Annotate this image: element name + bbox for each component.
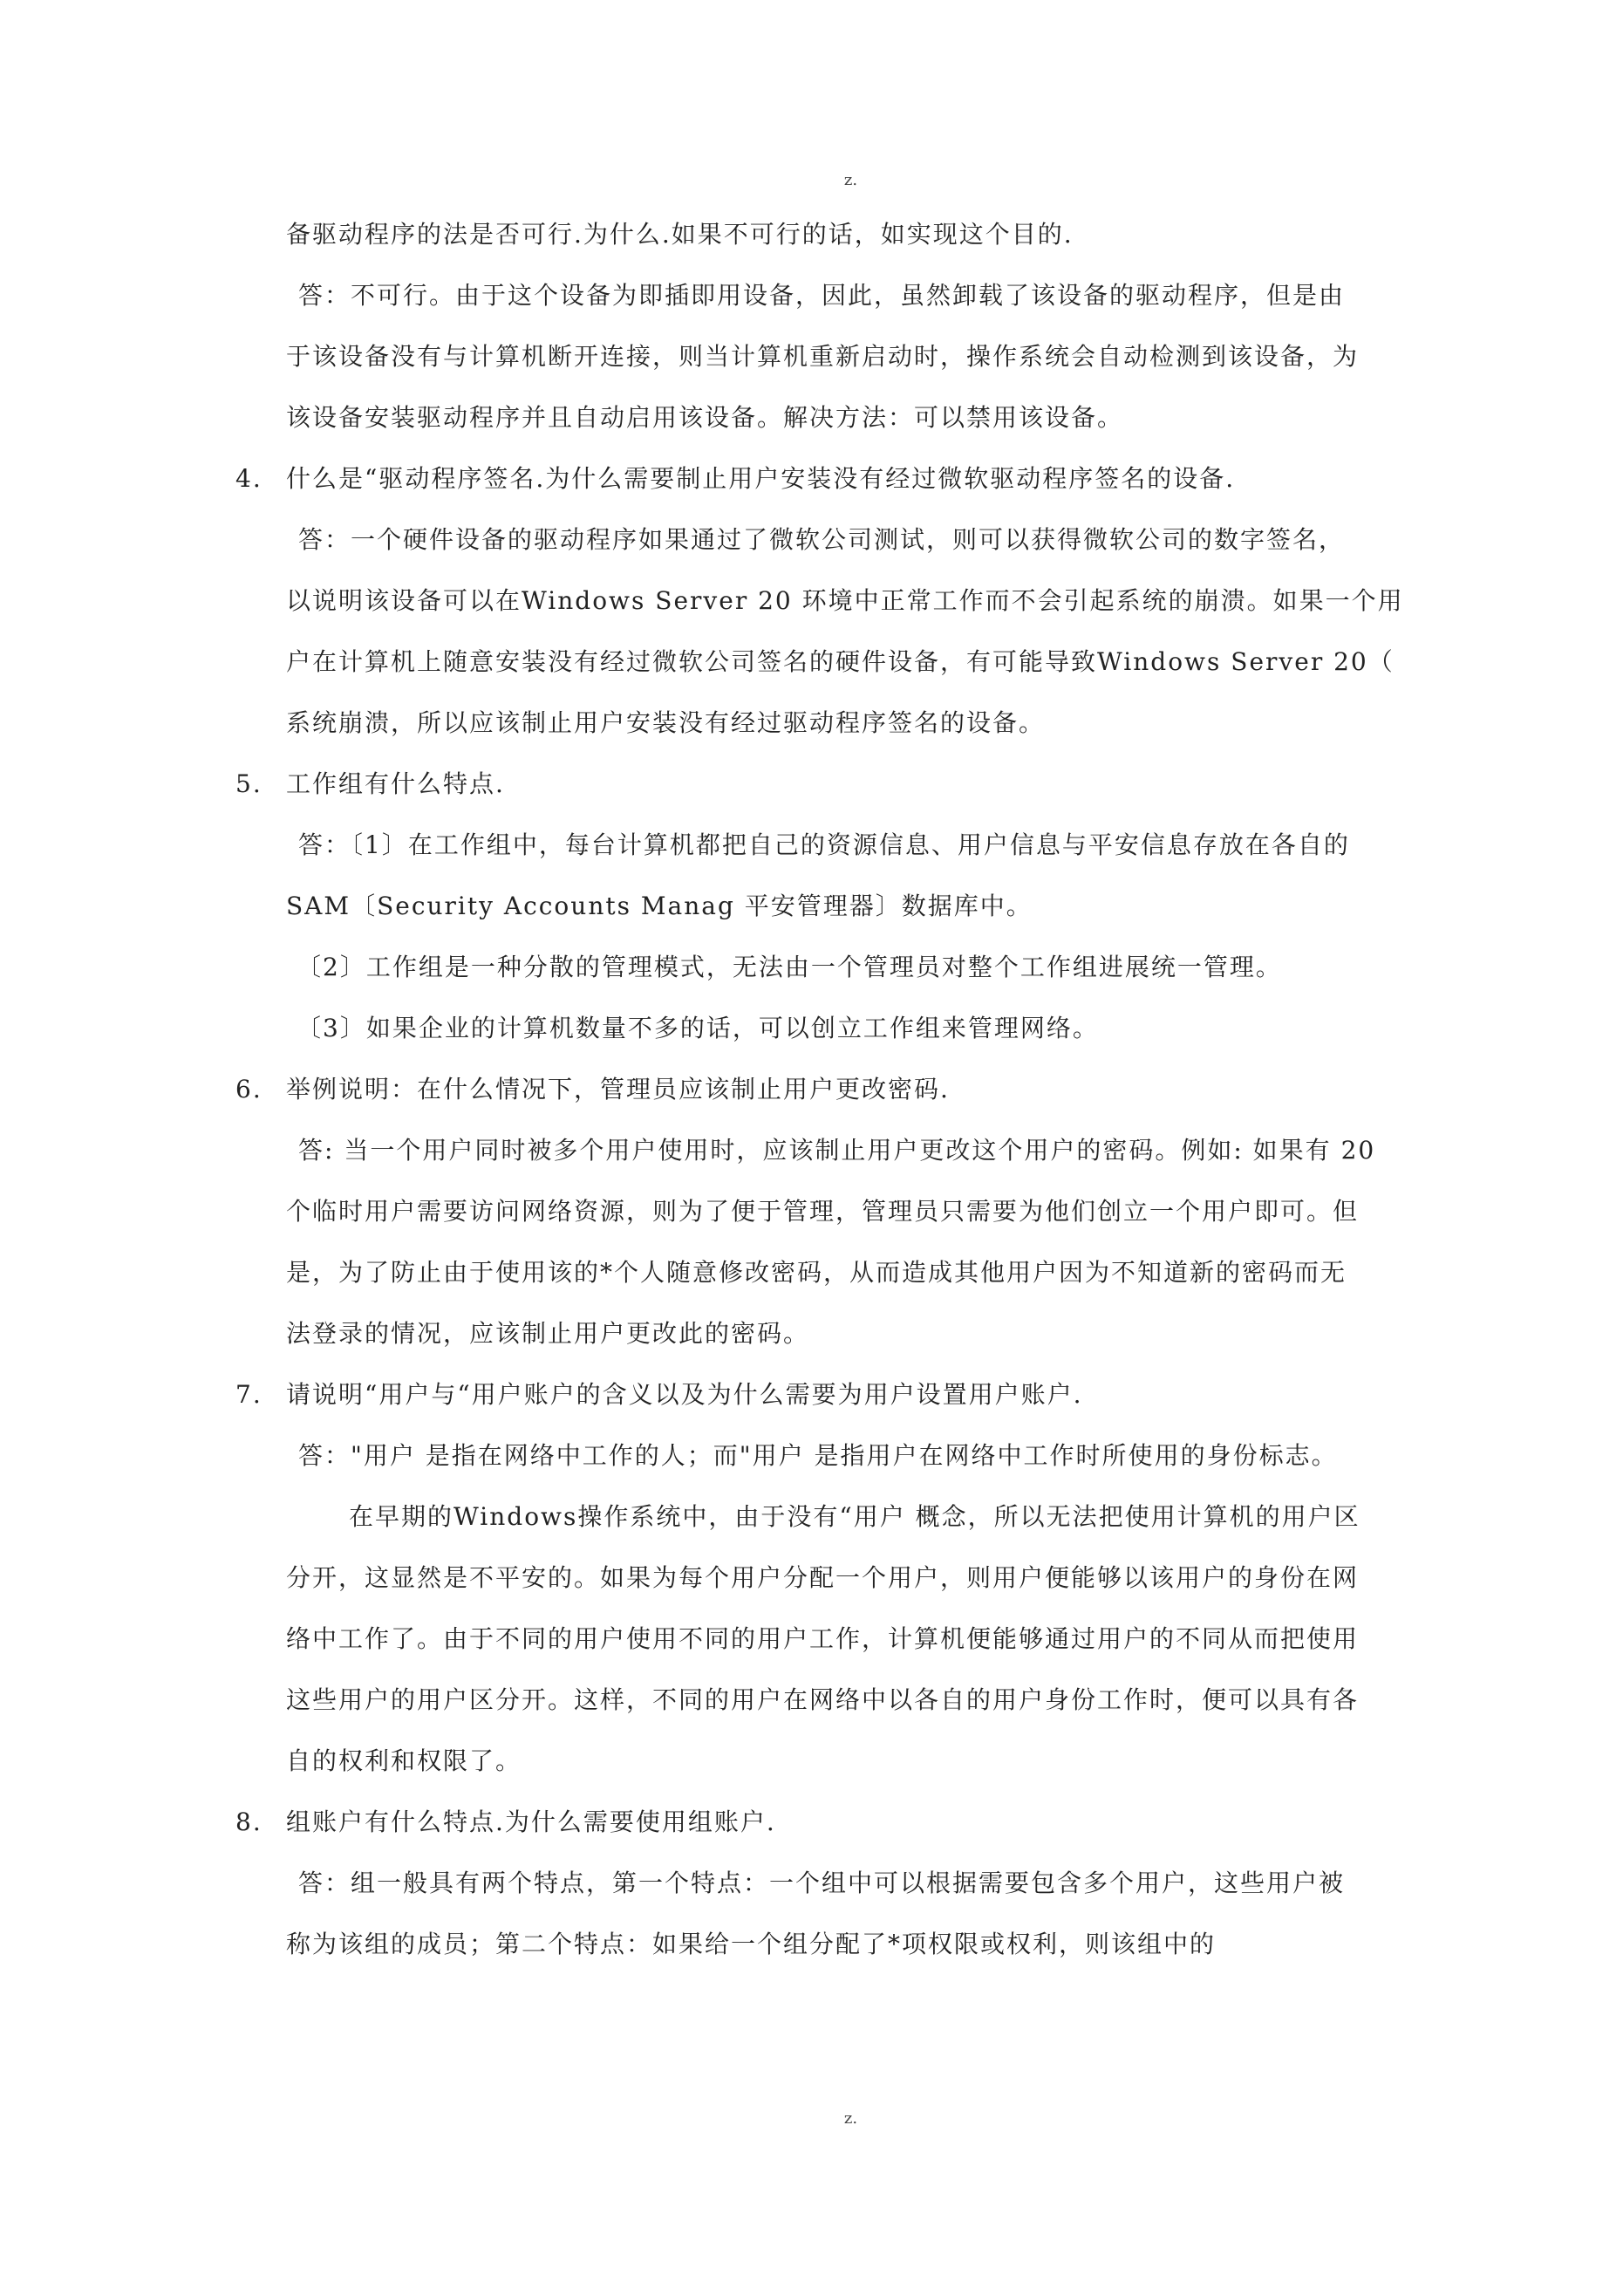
question-line <box>235 1364 1404 1425</box>
text-line: 系统崩溃，所以应该制止用户安装没有经过驱动程序签名的设备。 <box>286 708 1046 737</box>
question-text: 工作组有什么特点. <box>286 769 505 798</box>
text-line: 〔2〕工作组是一种分散的管理模式，无法由一个管理员对整个工作组进展统一管理。 <box>297 953 1282 981</box>
answer-line: 答：不可行。由于这个设备为即插即用设备，因此，虽然卸载了该设备的驱动程序，但是由 <box>298 281 1346 310</box>
question-line <box>235 448 1404 509</box>
text-line: 该设备安装驱动程序并且自动启用该设备。解决方法：可以禁用该设备。 <box>286 403 1124 432</box>
question-number: 4. <box>235 464 263 493</box>
footer-mark: z. <box>843 2109 858 2128</box>
text-line: 称为该组的成员；第二个特点：如果给一个组分配了*项权限或权利，则该组中的 <box>286 1930 1217 1958</box>
question-number: 7. <box>235 1380 263 1409</box>
text-line: SAM〔Security Accounts Manag 平安管理器〕数据库中。 <box>286 892 1033 920</box>
text-line: 分开，这显然是不平安的。如果为每个用户分配一个用户，则用户便能够以该用户的身份在网 <box>286 1563 1360 1592</box>
answer-line: 答：〔1〕在工作组中，每台计算机都把自己的资源信息、用户信息与平安信息存放在各自的 <box>298 830 1350 859</box>
answer-line: 答：组一般具有两个特点，第一个特点：一个组中可以根据需要包含多个用户，这些用户被 <box>298 1869 1346 1897</box>
text-line: 自的权利和权限了。 <box>286 1746 522 1775</box>
text-line: 〔3〕如果企业的计算机数量不多的话，可以创立工作组来管理网络。 <box>297 1014 1099 1042</box>
answer-line: 答：一个硬件设备的驱动程序如果通过了微软公司测试，则可以获得微软公司的数字签名， <box>298 525 1346 554</box>
header-mark: z. <box>843 171 858 189</box>
text-line: 以说明该设备可以在Windows Server 20 环境中正常工作而不会引起系统的崩溃。如果一个用 <box>286 586 1404 615</box>
answer-line: 答: 当一个用户同时被多个用户使用时，应该制止用户更改这个用户的密码。例如: 如果有 20 <box>298 1136 1376 1165</box>
text-line: 个临时用户需要访问网络资源，则为了便于管理，管理员只需要为他们创立一个用户即可。但 <box>286 1197 1360 1226</box>
text-line: 络中工作了。由于不同的用户使用不同的用户工作，计算机便能够通过用户的不同从而把使用 <box>286 1624 1360 1653</box>
question-text: 举例说明：在什么情况下，管理员应该制止用户更改密码. <box>286 1075 950 1104</box>
text-line: 备驱动程序的法是否可行.为什么.如果不可行的话，如实现这个目的. <box>286 220 1074 249</box>
question-line <box>235 1059 1404 1120</box>
text-line: 这些用户的用户区分开。这样，不同的用户在网络中以各自的用户身份工作时，便可以具有各 <box>286 1685 1360 1714</box>
text-line: 在早期的Windows操作系统中，由于没有“用户 概念，所以无法把使用计算机的用户区 <box>349 1502 1360 1531</box>
text-line: 户在计算机上随意安装没有经过微软公司签名的硬件设备，有可能导致Windows Server 20（ <box>286 647 1395 676</box>
text-line: 法登录的情况，应该制止用户更改此的密码。 <box>286 1319 810 1348</box>
text-line: 是，为了防止由于使用该的*个人随意修改密码，从而造成其他用户因为不知道新的密码而无 <box>286 1258 1347 1287</box>
answer-line: 答："用户 是指在网络中工作的人；而"用户 是指用户在网络中工作时所使用的身份标志。 <box>298 1441 1338 1470</box>
document-body <box>235 204 1404 1975</box>
question-text: 什么是“驱动程序签名.为什么需要制止用户安装没有经过微软驱动程序签名的设备. <box>286 464 1236 493</box>
question-number: 6. <box>235 1075 263 1104</box>
question-number: 8. <box>235 1807 263 1836</box>
text-line: 于该设备没有与计算机断开连接，则当计算机重新启动时，操作系统会自动检测到该设备，为 <box>286 342 1360 371</box>
question-line <box>235 754 1404 815</box>
question-number: 5. <box>235 769 263 798</box>
question-line <box>235 1792 1404 1853</box>
question-text: 组账户有什么特点.为什么需要使用组账户. <box>286 1807 776 1836</box>
question-text: 请说明“用户与“用户账户的含义以及为什么需要为用户设置用户账户. <box>286 1380 1083 1409</box>
